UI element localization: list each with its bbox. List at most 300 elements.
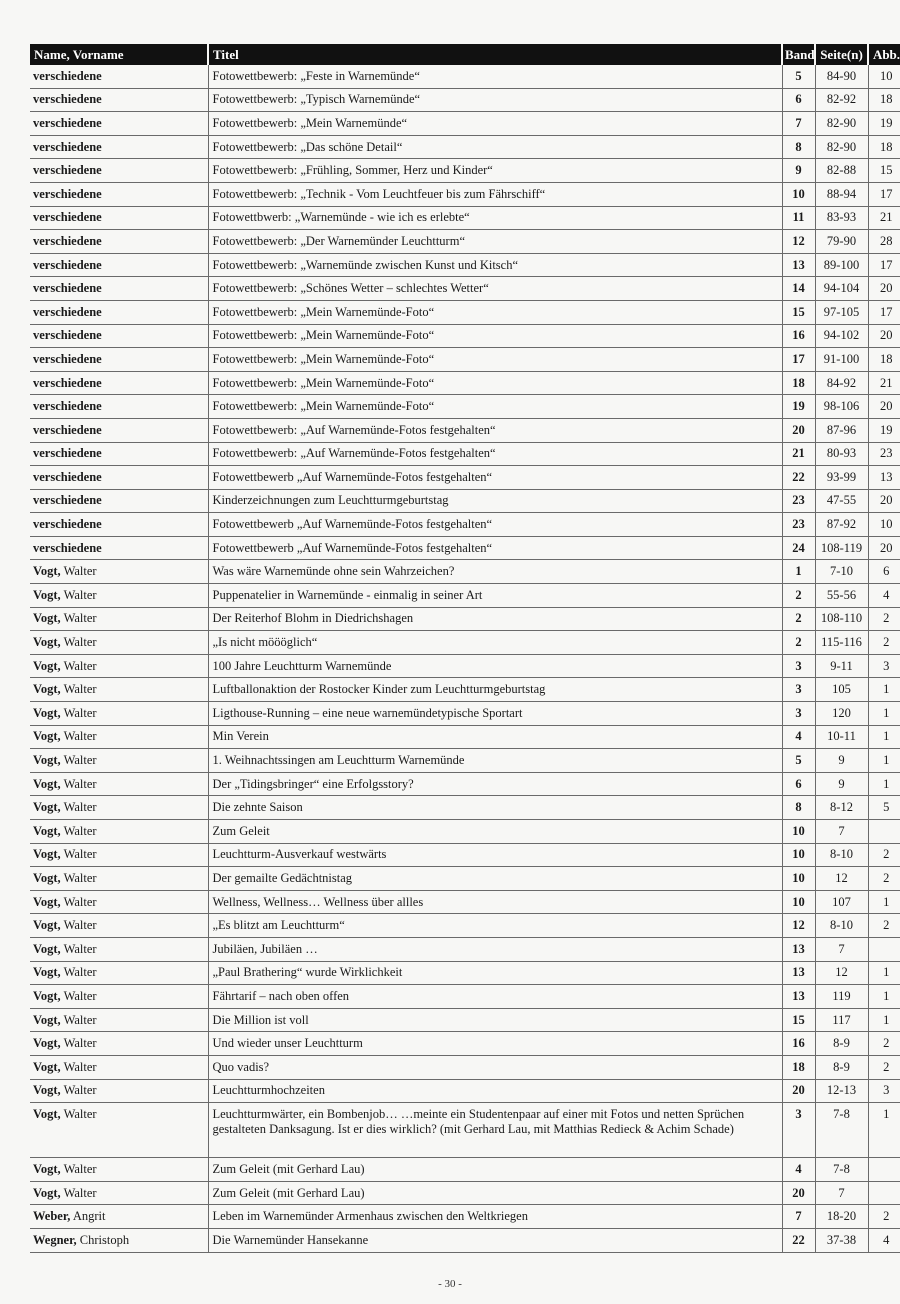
abb-cell: 6 — [868, 560, 900, 584]
band-cell: 20 — [782, 1181, 815, 1205]
author-last-name: Vogt, — [33, 1083, 61, 1098]
pages-cell: 108-110 — [815, 607, 868, 631]
title-cell: 100 Jahre Leuchtturm Warnemünde — [208, 654, 782, 678]
abb-cell: 1 — [868, 749, 900, 773]
author-last-name: verschiedene — [33, 92, 102, 107]
band-cell: 8 — [782, 135, 815, 159]
abb-cell: 17 — [868, 182, 900, 206]
author-cell — [30, 65, 208, 88]
author-last-name: verschiedene — [33, 210, 102, 225]
author-cell — [30, 206, 208, 230]
pages-cell: 105 — [815, 678, 868, 702]
pages-cell: 7 — [815, 1181, 868, 1205]
author-cell — [30, 1228, 208, 1252]
band-cell: 3 — [782, 702, 815, 726]
author-cell — [30, 88, 208, 112]
title-cell: Fotowettbewerb: „Mein Warnemünde-Foto“ — [208, 395, 782, 419]
author-last-name: verschiedene — [33, 328, 102, 343]
author-cell — [30, 277, 208, 301]
header-title: Titel — [208, 44, 782, 65]
author-first-name: Walter — [63, 682, 97, 697]
band-cell: 10 — [782, 843, 815, 867]
title-cell: Fotowettbewerb: „Mein Warnemünde-Foto“ — [208, 324, 782, 348]
author-last-name: Vogt, — [33, 847, 61, 862]
band-cell: 9 — [782, 159, 815, 183]
band-cell: 12 — [782, 914, 815, 938]
author-last-name: verschiedene — [33, 281, 102, 296]
band-cell: 2 — [782, 607, 815, 631]
author-last-name: Vogt, — [33, 635, 61, 650]
band-cell: 3 — [782, 654, 815, 678]
author-last-name: verschiedene — [33, 139, 102, 154]
author-first-name: Walter — [63, 800, 97, 815]
table-row — [30, 348, 900, 372]
abb-cell: 1 — [868, 678, 900, 702]
table-row — [30, 536, 900, 560]
table-row — [30, 843, 900, 867]
pages-cell: 83-93 — [815, 206, 868, 230]
table-row — [30, 1181, 900, 1205]
author-cell — [30, 489, 208, 513]
title-cell: Zum Geleit (mit Gerhard Lau) — [208, 1181, 782, 1205]
table-row — [30, 725, 900, 749]
abb-cell: 18 — [868, 348, 900, 372]
author-cell — [30, 796, 208, 820]
abb-cell: 1 — [868, 772, 900, 796]
abb-cell: 2 — [868, 914, 900, 938]
band-cell: 19 — [782, 395, 815, 419]
author-first-name: Walter — [63, 847, 97, 862]
title-cell: Fotowettbewerb: „Frühling, Sommer, Herz und Kinder“ — [208, 159, 782, 183]
author-last-name: Vogt, — [33, 564, 61, 579]
author-first-name: Walter — [63, 1161, 97, 1176]
author-cell — [30, 961, 208, 985]
pages-cell: 79-90 — [815, 230, 868, 254]
pages-cell: 93-99 — [815, 466, 868, 490]
title-cell: Fotowettbewerb: „Schönes Wetter – schlechtes Wetter“ — [208, 277, 782, 301]
title-cell: Was wäre Warnemünde ohne sein Wahrzeichen? — [208, 560, 782, 584]
author-cell — [30, 418, 208, 442]
band-cell: 1 — [782, 560, 815, 584]
author-last-name: verschiedene — [33, 399, 102, 414]
title-cell: Der Reiterhof Blohm in Diedrichshagen — [208, 607, 782, 631]
author-cell — [30, 230, 208, 254]
table-row — [30, 513, 900, 537]
author-last-name: Vogt, — [33, 729, 61, 744]
pages-cell: 7 — [815, 820, 868, 844]
author-cell — [30, 890, 208, 914]
table-row — [30, 1032, 900, 1056]
title-cell: Fotowettbewerb: „Mein Warnemünde“ — [208, 112, 782, 136]
author-last-name: Vogt, — [33, 1185, 61, 1200]
author-last-name: Vogt, — [33, 988, 61, 1003]
table-row — [30, 678, 900, 702]
pages-cell: 47-55 — [815, 489, 868, 513]
table-row — [30, 584, 900, 608]
band-cell: 3 — [782, 678, 815, 702]
table-row — [30, 65, 900, 88]
abb-cell: 2 — [868, 631, 900, 655]
band-cell: 18 — [782, 1055, 815, 1079]
table-row — [30, 88, 900, 112]
table-row — [30, 1205, 900, 1229]
pages-cell: 87-96 — [815, 418, 868, 442]
band-cell: 6 — [782, 88, 815, 112]
pages-cell: 115-116 — [815, 631, 868, 655]
author-cell — [30, 560, 208, 584]
author-first-name: Walter — [63, 965, 97, 980]
author-cell — [30, 749, 208, 773]
table-row — [30, 607, 900, 631]
author-last-name: Vogt, — [33, 611, 61, 626]
table-row — [30, 890, 900, 914]
band-cell: 13 — [782, 937, 815, 961]
title-cell: „Es blitzt am Leuchtturm“ — [208, 914, 782, 938]
author-cell — [30, 843, 208, 867]
title-cell: „Is nicht möööglich“ — [208, 631, 782, 655]
author-first-name: Walter — [63, 658, 97, 673]
header-pages: Seite(n) — [815, 44, 868, 65]
author-last-name: Vogt, — [33, 870, 61, 885]
author-first-name: Walter — [63, 1012, 97, 1027]
author-first-name: Walter — [63, 635, 97, 650]
author-cell — [30, 678, 208, 702]
abb-cell: 2 — [868, 843, 900, 867]
pages-cell: 8-9 — [815, 1055, 868, 1079]
title-cell: Fotowettbewerb: „Warnemünde zwischen Kunst und Kitsch“ — [208, 253, 782, 277]
band-cell: 5 — [782, 65, 815, 88]
band-cell: 21 — [782, 442, 815, 466]
pages-cell: 82-92 — [815, 88, 868, 112]
abb-cell: 15 — [868, 159, 900, 183]
pages-cell: 12 — [815, 961, 868, 985]
table-row — [30, 324, 900, 348]
band-cell: 20 — [782, 418, 815, 442]
table-row — [30, 418, 900, 442]
author-cell — [30, 159, 208, 183]
author-cell — [30, 820, 208, 844]
pages-cell: 7 — [815, 937, 868, 961]
abb-cell: 3 — [868, 1079, 900, 1103]
band-cell: 16 — [782, 1032, 815, 1056]
abb-cell: 19 — [868, 112, 900, 136]
abb-cell: 18 — [868, 88, 900, 112]
author-last-name: verschiedene — [33, 517, 102, 532]
abb-cell: 28 — [868, 230, 900, 254]
title-cell: Zum Geleit — [208, 820, 782, 844]
author-cell — [30, 371, 208, 395]
author-last-name: Weber, — [33, 1209, 71, 1224]
author-first-name: Walter — [63, 1107, 97, 1122]
table-row — [30, 796, 900, 820]
author-cell — [30, 702, 208, 726]
author-last-name: Vogt, — [33, 753, 61, 768]
band-cell: 23 — [782, 489, 815, 513]
abb-cell: 21 — [868, 371, 900, 395]
title-cell: Fotowettbewerb: „Mein Warnemünde-Foto“ — [208, 300, 782, 324]
band-cell: 11 — [782, 206, 815, 230]
table-row — [30, 961, 900, 985]
table-row — [30, 182, 900, 206]
author-cell — [30, 1079, 208, 1103]
pages-cell: 9-11 — [815, 654, 868, 678]
abb-cell: 10 — [868, 65, 900, 88]
table-row — [30, 914, 900, 938]
table-row — [30, 937, 900, 961]
abb-cell: 20 — [868, 324, 900, 348]
title-cell: Leuchtturmwärter, ein Bombenjob… …meinte ein Studentenpaar auf einer mit Fotos und netten Sprüchen gestalteten Danksagung. Ist er dies wirklich? (mit Gerhard Lau, mit Matthias Redieck & Achim Schade) — [208, 1103, 782, 1158]
title-cell: Fotowettbewerb: „Mein Warnemünde-Foto“ — [208, 371, 782, 395]
author-last-name: Vogt, — [33, 1107, 61, 1122]
pages-cell: 108-119 — [815, 536, 868, 560]
author-first-name: Walter — [63, 918, 97, 933]
abb-cell: 2 — [868, 1055, 900, 1079]
pages-cell: 9 — [815, 749, 868, 773]
band-cell: 15 — [782, 300, 815, 324]
author-last-name: verschiedene — [33, 186, 102, 201]
author-cell — [30, 513, 208, 537]
band-cell: 13 — [782, 985, 815, 1009]
author-first-name: Walter — [63, 1059, 97, 1074]
table-row — [30, 277, 900, 301]
abb-cell: 4 — [868, 584, 900, 608]
band-cell: 10 — [782, 890, 815, 914]
abb-cell: 1 — [868, 985, 900, 1009]
abb-cell: 2 — [868, 867, 900, 891]
table-row — [30, 1055, 900, 1079]
title-cell: „Paul Brathering“ wurde Wirklichkeit — [208, 961, 782, 985]
author-first-name: Walter — [63, 870, 97, 885]
title-cell: Leuchtturm-Ausverkauf westwärts — [208, 843, 782, 867]
author-last-name: Wegner, — [33, 1232, 77, 1247]
author-last-name: verschiedene — [33, 351, 102, 366]
author-cell — [30, 584, 208, 608]
table-header-row — [30, 44, 900, 65]
title-cell: 1. Weihnachtssingen am Leuchtturm Warnemünde — [208, 749, 782, 773]
table-row — [30, 560, 900, 584]
author-last-name: Vogt, — [33, 1036, 61, 1051]
pages-cell: 82-88 — [815, 159, 868, 183]
author-last-name: Vogt, — [33, 894, 61, 909]
index-table — [30, 44, 900, 1253]
pages-cell: 84-90 — [815, 65, 868, 88]
title-cell: Fotowettbewerb: „Auf Warnemünde-Fotos festgehalten“ — [208, 418, 782, 442]
title-cell: Kinderzeichnungen zum Leuchtturmgeburtstag — [208, 489, 782, 513]
author-first-name: Walter — [63, 1083, 97, 1098]
band-cell: 10 — [782, 867, 815, 891]
title-cell: Fotowettbewerb: „Technik - Vom Leuchtfeuer bis zum Fährschiff“ — [208, 182, 782, 206]
abb-cell: 1 — [868, 1008, 900, 1032]
author-cell — [30, 1032, 208, 1056]
author-first-name: Walter — [63, 941, 97, 956]
band-cell: 7 — [782, 1205, 815, 1229]
band-cell: 5 — [782, 749, 815, 773]
author-first-name: Walter — [63, 894, 97, 909]
abb-cell: 17 — [868, 300, 900, 324]
author-first-name: Walter — [63, 776, 97, 791]
abb-cell: 3 — [868, 654, 900, 678]
author-last-name: verschiedene — [33, 304, 102, 319]
band-cell: 13 — [782, 253, 815, 277]
author-cell — [30, 607, 208, 631]
author-cell — [30, 867, 208, 891]
band-cell: 2 — [782, 584, 815, 608]
band-cell: 4 — [782, 1158, 815, 1182]
header-band: Band — [782, 44, 815, 65]
title-cell: Fotowettbewerb: „Der Warnemünder Leuchtturm“ — [208, 230, 782, 254]
author-last-name: verschiedene — [33, 493, 102, 508]
table-row — [30, 135, 900, 159]
pages-cell: 7-8 — [815, 1158, 868, 1182]
pages-cell: 8-12 — [815, 796, 868, 820]
pages-cell: 8-10 — [815, 914, 868, 938]
table-row — [30, 985, 900, 1009]
pages-cell: 8-10 — [815, 843, 868, 867]
table-row — [30, 654, 900, 678]
abb-cell — [868, 937, 900, 961]
title-cell: Zum Geleit (mit Gerhard Lau) — [208, 1158, 782, 1182]
pages-cell: 18-20 — [815, 1205, 868, 1229]
author-last-name: Vogt, — [33, 823, 61, 838]
author-last-name: verschiedene — [33, 115, 102, 130]
abb-cell: 5 — [868, 796, 900, 820]
band-cell: 3 — [782, 1103, 815, 1158]
author-last-name: Vogt, — [33, 1161, 61, 1176]
title-cell: Fotowettbewerb „Auf Warnemünde-Fotos festgehalten“ — [208, 466, 782, 490]
author-last-name: Vogt, — [33, 658, 61, 673]
author-cell — [30, 914, 208, 938]
author-cell — [30, 300, 208, 324]
abb-cell: 17 — [868, 253, 900, 277]
pages-cell: 97-105 — [815, 300, 868, 324]
title-cell: Ligthouse-Running – eine neue warnemündetypische Sportart — [208, 702, 782, 726]
pages-cell: 8-9 — [815, 1032, 868, 1056]
abb-cell: 23 — [868, 442, 900, 466]
author-cell — [30, 466, 208, 490]
abb-cell: 1 — [868, 890, 900, 914]
band-cell: 4 — [782, 725, 815, 749]
author-cell — [30, 1103, 208, 1158]
author-last-name: Vogt, — [33, 705, 61, 720]
author-last-name: verschiedene — [33, 540, 102, 555]
table-row — [30, 1079, 900, 1103]
title-cell: Fotowettbewerb: „Typisch Warnemünde“ — [208, 88, 782, 112]
table-row — [30, 772, 900, 796]
table-row — [30, 1008, 900, 1032]
author-last-name: Vogt, — [33, 1012, 61, 1027]
abb-cell: 1 — [868, 961, 900, 985]
band-cell: 22 — [782, 466, 815, 490]
author-cell — [30, 253, 208, 277]
pages-cell: 94-104 — [815, 277, 868, 301]
table-row — [30, 442, 900, 466]
table-row — [30, 230, 900, 254]
author-cell — [30, 112, 208, 136]
author-last-name: Vogt, — [33, 941, 61, 956]
band-cell: 13 — [782, 961, 815, 985]
abb-cell: 10 — [868, 513, 900, 537]
table-row — [30, 371, 900, 395]
author-last-name: Vogt, — [33, 776, 61, 791]
pages-cell: 10-11 — [815, 725, 868, 749]
author-first-name: Walter — [63, 1036, 97, 1051]
abb-cell: 2 — [868, 607, 900, 631]
author-last-name: Vogt, — [33, 682, 61, 697]
pages-cell: 7-10 — [815, 560, 868, 584]
title-cell: Fotowettbewerb „Auf Warnemünde-Fotos festgehalten“ — [208, 536, 782, 560]
author-last-name: verschiedene — [33, 446, 102, 461]
author-cell — [30, 1181, 208, 1205]
author-last-name: Vogt, — [33, 587, 61, 602]
author-cell — [30, 135, 208, 159]
author-last-name: Vogt, — [33, 965, 61, 980]
pages-cell: 80-93 — [815, 442, 868, 466]
author-first-name: Walter — [63, 988, 97, 1003]
table-row — [30, 1228, 900, 1252]
author-last-name: Vogt, — [33, 800, 61, 815]
table-row — [30, 702, 900, 726]
band-cell: 14 — [782, 277, 815, 301]
author-first-name: Walter — [63, 729, 97, 744]
band-cell: 16 — [782, 324, 815, 348]
pages-cell: 37-38 — [815, 1228, 868, 1252]
author-last-name: verschiedene — [33, 163, 102, 178]
title-cell: Puppenatelier in Warnemünde - einmalig in seiner Art — [208, 584, 782, 608]
title-cell: Fotowettbewerb: „Mein Warnemünde-Foto“ — [208, 348, 782, 372]
abb-cell: 2 — [868, 1205, 900, 1229]
author-cell — [30, 536, 208, 560]
author-cell — [30, 937, 208, 961]
table-row — [30, 867, 900, 891]
author-last-name: Vogt, — [33, 918, 61, 933]
author-first-name: Angrit — [72, 1209, 106, 1224]
table-row — [30, 395, 900, 419]
abb-cell: 1 — [868, 725, 900, 749]
pages-cell: 98-106 — [815, 395, 868, 419]
author-last-name: verschiedene — [33, 68, 102, 83]
abb-cell: 4 — [868, 1228, 900, 1252]
index-page — [30, 44, 900, 1253]
author-first-name: Christoph — [79, 1232, 130, 1247]
abb-cell — [868, 1158, 900, 1182]
table-row — [30, 466, 900, 490]
author-cell — [30, 182, 208, 206]
band-cell: 8 — [782, 796, 815, 820]
table-row — [30, 206, 900, 230]
author-cell — [30, 395, 208, 419]
author-first-name: Walter — [63, 753, 97, 768]
band-cell: 23 — [782, 513, 815, 537]
author-cell — [30, 772, 208, 796]
page-number: - 30 - — [438, 1278, 462, 1290]
abb-cell: 1 — [868, 1103, 900, 1158]
table-body — [30, 65, 900, 1252]
band-cell: 18 — [782, 371, 815, 395]
abb-cell: 1 — [868, 702, 900, 726]
author-last-name: verschiedene — [33, 257, 102, 272]
band-cell: 10 — [782, 820, 815, 844]
pages-cell: 84-92 — [815, 371, 868, 395]
author-cell — [30, 1205, 208, 1229]
pages-cell: 119 — [815, 985, 868, 1009]
band-cell: 6 — [782, 772, 815, 796]
band-cell: 12 — [782, 230, 815, 254]
band-cell: 15 — [782, 1008, 815, 1032]
abb-cell: 2 — [868, 1032, 900, 1056]
title-cell: Jubiläen, Jubiläen … — [208, 937, 782, 961]
table-row — [30, 820, 900, 844]
pages-cell: 117 — [815, 1008, 868, 1032]
